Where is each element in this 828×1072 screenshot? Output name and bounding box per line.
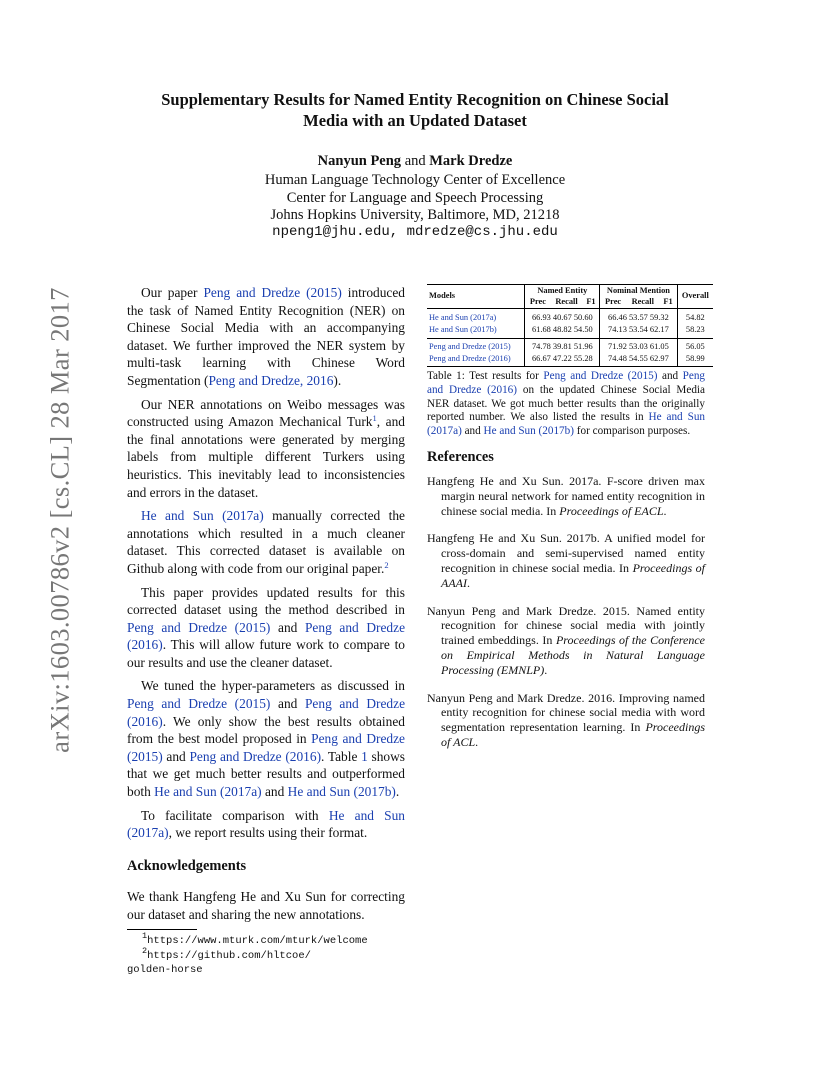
acknowledgements-text: We thank Hangfeng He and Xu Sun for correcting our dataset and sharing the new annotations.: [127, 889, 405, 922]
citation-link[interactable]: He and Sun (2017a): [154, 784, 262, 800]
paragraph-3: [127, 507, 405, 577]
row-named-entity: 66.67 47.22 55.28: [525, 353, 600, 367]
citation-link[interactable]: Peng and Dredze (2015): [127, 731, 405, 764]
col-group-named-entity: Named Entity: [525, 285, 600, 297]
paragraph-5: [127, 677, 405, 800]
title-line-1: Supplementary Results for Named Entity Recognition on Chinese Social: [161, 90, 669, 109]
text: introduced the task of Named Entity Recognition (NER) on Chinese Social Media with an accompanying dataset. We further improved the NER system by multi-task learning with Chinese Word Segmentation (: [127, 285, 405, 388]
footnote-mark[interactable]: 2: [384, 559, 389, 570]
col-recall: Recall: [626, 297, 660, 309]
text: Hangfeng He and Xu Sun. 2017b. A unified model for cross-domain and semi-supervised named entity recognition in chinese social media. In: [427, 531, 705, 575]
venue: Proceedings of AAAI: [441, 560, 705, 590]
table-row: [427, 324, 713, 339]
row-nominal-mention: 71.92 53.03 61.05: [600, 339, 677, 354]
text: Our NER annotations on Weibo messages was constructed using Amazon Mechanical Turk: [127, 396, 405, 430]
author-1: Nanyun Peng: [317, 153, 402, 169]
affiliation-line-1: Human Language Technology Center of Excellence: [264, 172, 566, 188]
paragraph-6: [127, 807, 405, 842]
col-prec: Prec: [525, 297, 550, 309]
citation-link[interactable]: He and Sun (2017a): [427, 411, 706, 438]
table-row: [427, 353, 713, 367]
footnotes: [127, 931, 417, 978]
text: .: [544, 662, 548, 677]
text: . We only show the best results obtained from the best model proposed in: [127, 713, 405, 747]
paragraph-4: [127, 584, 405, 672]
citation-link[interactable]: Peng and Dredze (2016): [189, 748, 322, 764]
col-group-nominal-mention: Nominal Mention: [600, 285, 677, 297]
table-row: [427, 339, 713, 354]
author-line: [110, 152, 720, 170]
citation-link[interactable]: Peng and Dredze, 2016: [208, 372, 334, 388]
footnote-2-continuation[interactable]: golden-horse: [127, 964, 203, 976]
reference-item: [427, 604, 705, 678]
row-named-entity: 74.78 39.81 51.96: [525, 339, 600, 354]
citation-link[interactable]: Peng and Dredze (2016): [127, 619, 406, 653]
table-row: [427, 309, 713, 325]
results-table: [427, 284, 713, 367]
row-nominal-mention: 74.48 54.55 62.97: [600, 353, 677, 367]
acknowledgements-heading: Acknowledgements: [127, 857, 247, 874]
row-model[interactable]: He and Sun (2017a): [427, 309, 525, 325]
citation-link[interactable]: Peng and Dredze (2015): [127, 619, 271, 635]
row-model[interactable]: Peng and Dredze (2016): [427, 353, 525, 367]
col-models: Models: [427, 285, 525, 309]
text: Nanyun Peng and Mark Dredze. 2015. Named entity recognition for chinese social media with jointly trained embeddings. In: [427, 603, 705, 648]
row-overall: 58.23: [677, 324, 713, 339]
text: and: [461, 425, 484, 438]
text: . Table: [321, 748, 362, 764]
row-named-entity: 66.93 40.67 50.60: [525, 309, 600, 325]
col-recall: Recall: [550, 297, 582, 309]
reference-item: [427, 531, 705, 590]
citation-link[interactable]: He and Sun (2017a): [141, 508, 264, 524]
citation-link[interactable]: Peng and Dredze (2015): [543, 370, 658, 382]
text: Nanyun Peng and Mark Dredze. 2016. Improving named entity recognition for chinese social media with word segmentation representation learning. In: [427, 690, 705, 735]
text: We tuned the hyper-parameters as discussed in: [141, 678, 405, 694]
reference-item: [427, 474, 705, 518]
col-prec: Prec: [600, 297, 626, 309]
text: Hangfeng He and Xu Sun. 2017a. F-score driven max margin neural network for named entity recognition in chinese social media. In: [427, 474, 705, 518]
citation-link[interactable]: Peng and Dredze (2016): [427, 370, 706, 396]
author-and: and: [404, 153, 426, 169]
footnote-2: [127, 945, 417, 964]
text: Our paper: [141, 285, 204, 300]
author-emails: npeng1@jhu.edu, mdredze@cs.jhu.edu: [272, 224, 558, 240]
citation-link[interactable]: Peng and Dredze (2015): [203, 285, 342, 300]
text: and: [162, 748, 190, 764]
text: .: [395, 784, 400, 800]
title-line-2: Media with an Updated Dataset: [303, 111, 527, 130]
table-ref-link[interactable]: 1: [361, 748, 368, 764]
text: , we report results using their format.: [168, 825, 368, 841]
venue: Proceedings of EACL: [559, 503, 664, 518]
footnote-1: [127, 931, 417, 949]
arxiv-stamp-text: arXiv:1603.00786v2 [cs.CL] 28 Mar 2017: [44, 287, 75, 753]
row-model[interactable]: He and Sun (2017b): [427, 324, 525, 339]
row-nominal-mention: 66.46 53.57 59.32: [600, 309, 677, 325]
text: on the updated Chinese Social Media NER dataset. We got much better results than the originally reported number. We also listed the results in: [427, 383, 706, 424]
text: ).: [333, 372, 342, 388]
col-f1: F1: [583, 297, 600, 309]
footnote-2-mark: 2: [142, 945, 148, 956]
text: .: [663, 503, 667, 518]
left-column: [127, 284, 405, 930]
venue: Proceedings of ACL: [441, 720, 705, 749]
citation-link[interactable]: Peng and Dredze (2015): [127, 696, 271, 712]
text: To facilitate comparison with: [141, 807, 329, 823]
text: manually corrected the annotations which resulted in a much cleaner dataset. This corrected dataset is available on Github along with code from our original paper.: [127, 508, 405, 576]
col-f1: F1: [660, 297, 678, 309]
text: and: [270, 696, 305, 712]
text: This paper provides updated results for this corrected dataset using the method described in: [127, 584, 405, 618]
text: , and the final annotations were generated by merging labels from multiple different Turkers using heuristics. This inevitably lead to inconsistencies and errors in the dataset.: [127, 414, 406, 500]
row-model[interactable]: Peng and Dredze (2015): [427, 339, 525, 354]
text: shows that we get much better results and outperformed both: [127, 748, 405, 800]
affiliation-line-3: Johns Hopkins University, Baltimore, MD, 21218: [270, 207, 560, 223]
venue: Proceedings of the Conference on Empirical Methods in Natural Language Processing (EMNLP): [441, 633, 705, 677]
citation-link[interactable]: He and Sun (2017b): [483, 425, 574, 438]
row-overall: 54.82: [685, 313, 705, 322]
footnote-rule: [127, 929, 197, 930]
paragraph-1: [127, 284, 405, 390]
footnote-1-mark: 1: [142, 931, 148, 941]
reference-item: [427, 691, 705, 750]
table-caption: [427, 370, 705, 439]
text: .: [475, 734, 479, 749]
text: and: [261, 784, 288, 800]
text: and: [270, 619, 305, 635]
footnote-mark[interactable]: 1: [372, 413, 377, 424]
row-named-entity: 61.68 48.82 54.50: [525, 324, 600, 339]
footnote-2-url[interactable]: https://github.com/hltcoe/: [147, 949, 311, 962]
row-overall: 58.99: [677, 353, 713, 367]
citation-link[interactable]: He and Sun (2017b): [287, 784, 396, 800]
row-overall: 56.05: [685, 342, 705, 351]
references-list: [427, 474, 705, 763]
citation-link[interactable]: Peng and Dredze (2016): [127, 696, 406, 729]
text: . This will allow future work to compare to our results and use the cleaner dataset.: [127, 637, 405, 670]
text: for comparison purposes.: [573, 425, 691, 438]
footnote-1-url[interactable]: https://www.mturk.com/mturk/welcome: [147, 935, 368, 947]
col-overall: Overall: [677, 285, 713, 309]
references-heading: References: [427, 449, 494, 465]
citation-link[interactable]: He and Sun (2017a): [127, 807, 405, 841]
affiliation-line-2: Center for Language and Speech Processing: [286, 190, 544, 206]
paper-title: [110, 89, 720, 131]
author-2: Mark Dredze: [429, 153, 513, 169]
text: .: [467, 575, 470, 590]
text: Table 1: Test results for: [427, 370, 544, 382]
row-nominal-mention: 74.13 53.54 62.17: [600, 324, 677, 339]
text: and: [657, 370, 683, 382]
paragraph-2: [127, 396, 405, 502]
